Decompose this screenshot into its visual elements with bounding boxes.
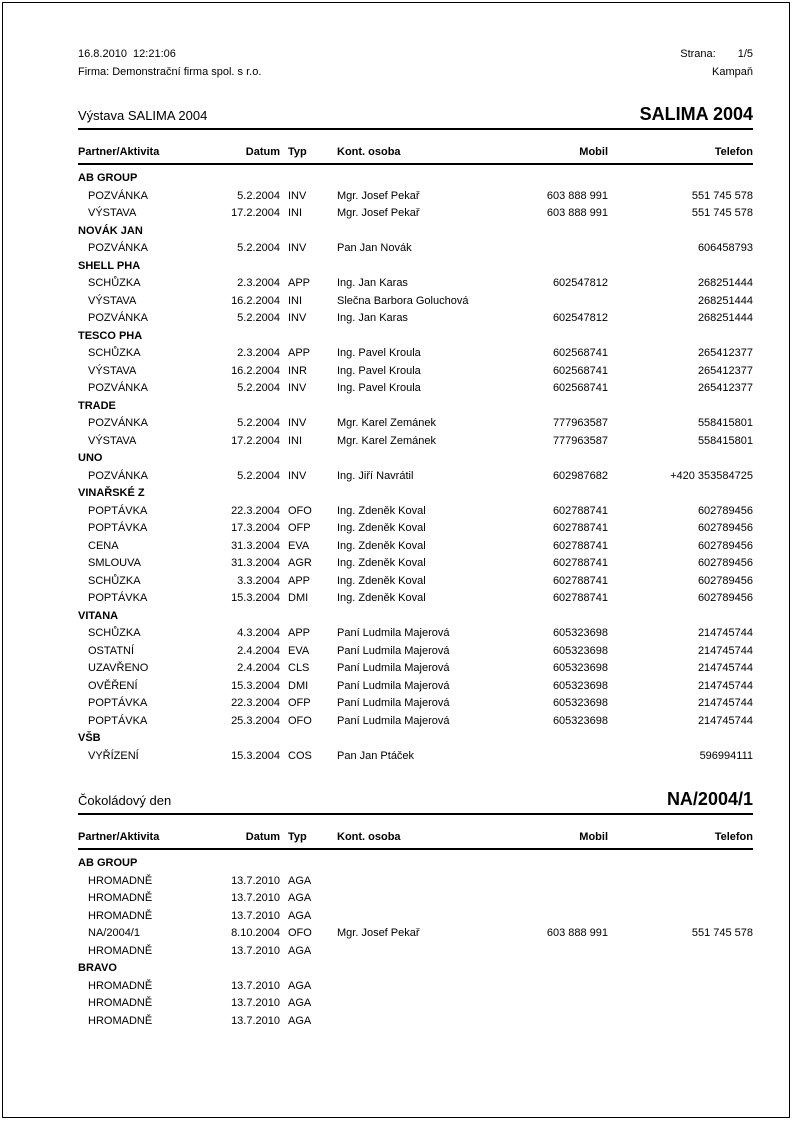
contact-person-cell: Mgr. Josef Pekař (337, 927, 420, 939)
page-number-label: Strana: (680, 48, 716, 60)
date-cell: 8.10.2004 (231, 927, 280, 939)
type-cell: INI (288, 434, 303, 447)
type-cell: APP (288, 347, 311, 359)
section-title-row (78, 790, 753, 815)
activity-cell: POPTÁVKA (88, 714, 148, 727)
contact-person-cell: Ing. Jan Karas (337, 312, 408, 324)
phone-cell: 268251444 (697, 294, 753, 307)
mobile-cell: 603 888 991 (546, 927, 608, 939)
date-cell: 17.3.2004 (231, 522, 280, 534)
date-cell: 15.3.2004 (231, 592, 280, 604)
type-cell: OFO (288, 714, 312, 727)
date-cell: 16.2.2004 (231, 294, 280, 307)
activity-row (78, 713, 753, 731)
date-cell: 31.3.2004 (231, 539, 280, 552)
phone-cell: 214745744 (697, 679, 753, 692)
type-cell: INR (288, 364, 307, 377)
table-column-header (78, 830, 753, 850)
type-cell: AGA (288, 997, 312, 1009)
section-title-row (78, 105, 753, 130)
type-cell: APP (288, 627, 311, 639)
phone-cell: 551 745 578 (691, 189, 753, 202)
phone-cell: 214745744 (697, 662, 753, 674)
activity-row (78, 1013, 753, 1031)
activity-row (78, 995, 753, 1013)
phone-cell (608, 890, 753, 908)
section-title: Výstava SALIMA 2004 (78, 108, 208, 123)
contact-person-cell: Ing. Pavel Kroula (337, 382, 421, 394)
date-cell: 13.7.2010 (231, 997, 280, 1009)
date-cell: 22.3.2004 (231, 504, 280, 517)
partner-group-header: AB GROUP (78, 172, 138, 184)
contact-person-cell (337, 908, 505, 926)
type-cell: INI (288, 207, 303, 219)
activity-cell: HROMADNĚ (88, 979, 153, 992)
type-cell: OFO (288, 927, 312, 939)
table-column-header (78, 145, 753, 165)
mobile-cell: 605323698 (552, 627, 608, 639)
date-cell: 2.4.2004 (237, 644, 280, 657)
phone-cell: 214745744 (697, 644, 753, 657)
phone-cell: 214745744 (697, 697, 753, 709)
activity-cell: POZVÁNKA (88, 312, 148, 324)
activity-row (78, 660, 753, 678)
mobile-cell: 602788741 (552, 504, 608, 517)
contact-person-cell: Paní Ludmila Majerová (337, 662, 450, 674)
activity-row (78, 555, 753, 573)
partner-group-header: NOVÁK JAN (78, 224, 143, 237)
contact-person-cell: Ing. Zdeněk Koval (337, 539, 426, 552)
col-partner-aktivita: Partner/Aktivita (78, 831, 160, 843)
mobile-cell: 602788741 (552, 539, 608, 552)
type-cell: INV (288, 382, 307, 394)
activity-cell: HROMADNĚ (88, 909, 153, 922)
phone-cell: 265412377 (697, 347, 753, 359)
type-cell: APP (288, 277, 311, 289)
type-cell: EVA (288, 644, 310, 657)
contact-person-cell (337, 978, 505, 996)
col-kont-osoba: Kont. osoba (337, 146, 401, 158)
phone-cell (608, 908, 753, 926)
page-header-left (78, 45, 261, 81)
mobile-cell: 602547812 (552, 312, 608, 324)
phone-cell (608, 995, 753, 1013)
col-telefon: Telefon (714, 146, 753, 158)
mobile-cell (505, 890, 608, 908)
mobile-cell: 603 888 991 (546, 189, 608, 202)
mobile-cell (505, 943, 608, 961)
date-cell: 13.7.2010 (231, 909, 280, 922)
activity-row (78, 908, 753, 926)
activity-cell: SMLOUVA (88, 557, 141, 569)
mobile-cell: 602788741 (552, 574, 608, 587)
type-cell: INV (288, 469, 307, 482)
type-cell: INI (288, 294, 303, 307)
mobile-cell: 602987682 (552, 469, 608, 482)
section-code: NA/2004/1 (666, 789, 753, 809)
phone-cell: 551 745 578 (691, 207, 753, 219)
phone-cell (608, 873, 753, 891)
phone-cell: 606458793 (697, 242, 753, 254)
activity-cell: POPTÁVKA (88, 697, 148, 709)
contact-person-cell: Ing. Zdeněk Koval (337, 574, 426, 587)
contact-person-cell: Paní Ludmila Majerová (337, 697, 450, 709)
activity-cell: HROMADNĚ (88, 874, 153, 887)
activity-cell: SCHŮZKA (88, 347, 141, 359)
date-cell: 13.7.2010 (231, 979, 280, 992)
activity-cell: POZVÁNKA (88, 417, 148, 429)
contact-person-cell: Paní Ludmila Majerová (337, 679, 450, 692)
contact-person-cell: Ing. Zdeněk Koval (337, 504, 426, 517)
contact-person-cell: Paní Ludmila Majerová (337, 627, 450, 639)
activity-cell: UZAVŘENO (88, 662, 149, 674)
contact-person-cell: Pan Jan Ptáček (337, 749, 415, 762)
activity-row (78, 695, 753, 713)
report-type-label: Kampaň (712, 66, 753, 78)
phone-cell: 596994111 (699, 749, 753, 762)
phone-cell: 558415801 (697, 417, 753, 429)
partner-group-header: SHELL PHA (78, 259, 141, 272)
date-cell: 13.7.2010 (231, 874, 280, 887)
date-cell: 17.2.2004 (231, 434, 280, 447)
mobile-cell: 777963587 (552, 434, 608, 447)
activity-cell: VYŘÍZENÍ (88, 749, 139, 762)
mobile-cell (505, 995, 608, 1013)
contact-person-cell: Mgr. Karel Zemánek (337, 434, 437, 447)
date-cell: 5.2.2004 (237, 189, 280, 202)
date-cell: 5.2.2004 (237, 242, 280, 254)
contact-person-cell (337, 995, 505, 1013)
activity-cell: POZVÁNKA (88, 382, 148, 394)
type-cell: OFP (288, 522, 311, 534)
partner-group-header: VINAŘSKÉ Z (78, 487, 145, 499)
activity-row (78, 310, 753, 328)
phone-cell: 558415801 (697, 434, 753, 447)
mobile-cell: 605323698 (552, 644, 608, 657)
date-cell: 25.3.2004 (231, 714, 280, 727)
type-cell: INV (288, 242, 307, 254)
partner-group-header: TESCO PHA (78, 329, 143, 342)
contact-person-cell: Mgr. Karel Zemánek (337, 417, 437, 429)
contact-person-cell: Ing. Jiří Navrátil (337, 469, 414, 482)
phone-cell: 602789456 (697, 592, 753, 604)
section-title: Čokoládový den (78, 793, 172, 808)
activity-row (78, 748, 753, 766)
contact-person-cell (337, 943, 505, 961)
phone-cell: 265412377 (697, 364, 753, 377)
type-cell: INV (288, 417, 307, 429)
activity-row (78, 625, 753, 643)
partner-group-header: TRADE (78, 399, 116, 412)
contact-person-cell: Ing. Jan Karas (337, 277, 408, 289)
type-cell: OFP (288, 697, 311, 709)
activity-cell: VÝSTAVA (88, 364, 137, 377)
mobile-cell (505, 873, 608, 891)
mobile-cell: 602788741 (552, 522, 608, 534)
phone-cell: 214745744 (697, 714, 753, 727)
col-mobil: Mobil (579, 146, 608, 158)
mobile-cell: 777963587 (552, 417, 608, 429)
mobile-cell: 602568741 (552, 364, 608, 377)
mobile-cell: 602568741 (552, 347, 608, 359)
type-cell: AGA (288, 1014, 312, 1027)
phone-cell (608, 1013, 753, 1031)
activity-cell: NA/2004/1 (88, 927, 140, 939)
contact-person-cell: Pan Jan Novák (337, 242, 412, 254)
date-cell: 16.2.2004 (231, 364, 280, 377)
activity-cell: VÝSTAVA (88, 294, 137, 307)
type-cell: INV (288, 189, 307, 202)
date-cell: 15.3.2004 (231, 679, 280, 692)
phone-cell: 602789456 (697, 522, 753, 534)
activity-row (78, 205, 753, 223)
date-cell: 2.3.2004 (237, 347, 280, 359)
mobile-cell: 602547812 (552, 277, 608, 289)
section-code: SALIMA 2004 (639, 104, 753, 124)
report-company: Firma: Demonstrační firma spol. s r.o. (78, 66, 262, 78)
activity-row (78, 415, 753, 433)
page-header (78, 45, 753, 81)
contact-person-cell: Paní Ludmila Majerová (337, 644, 450, 657)
activity-cell: HROMADNĚ (88, 892, 153, 904)
activity-row (78, 293, 753, 311)
activity-row (78, 275, 753, 293)
phone-cell (608, 978, 753, 996)
activity-row (78, 643, 753, 661)
activity-cell: POPTÁVKA (88, 504, 148, 517)
mobile-cell: 602568741 (552, 382, 608, 394)
page-number-value: 1/5 (737, 48, 753, 60)
contact-person-cell: Ing. Zdeněk Koval (337, 592, 426, 604)
activity-cell: POZVÁNKA (88, 189, 148, 202)
mobile-cell: 605323698 (552, 662, 608, 674)
phone-cell: 602789456 (697, 574, 753, 587)
page-number (680, 45, 753, 63)
activity-cell: SCHŮZKA (88, 277, 141, 289)
partner-group-header: AB GROUP (78, 857, 138, 869)
contact-person-cell (337, 890, 505, 908)
type-cell: CLS (288, 662, 310, 674)
contact-person-cell: Mgr. Josef Pekař (337, 207, 420, 219)
date-cell: 22.3.2004 (231, 697, 280, 709)
activity-row (78, 890, 753, 908)
table-rows (78, 855, 753, 1030)
type-cell: AGA (288, 874, 312, 887)
phone-cell: 268251444 (697, 277, 753, 289)
phone-cell: 268251444 (697, 312, 753, 324)
mobile-cell (505, 1013, 608, 1031)
contact-person-cell: Slečna Barbora Goluchová (337, 294, 469, 307)
col-datum: Datum (245, 831, 280, 843)
phone-cell: 602789456 (697, 539, 753, 552)
date-cell: 17.2.2004 (231, 207, 280, 219)
mobile-cell: 603 888 991 (546, 207, 608, 219)
type-cell: AGA (288, 944, 312, 957)
activity-row (78, 433, 753, 451)
phone-cell: 602789456 (697, 557, 753, 569)
activity-row (78, 590, 753, 608)
date-cell: 4.3.2004 (237, 627, 280, 639)
mobile-cell: 602788741 (552, 592, 608, 604)
type-cell: AGA (288, 909, 312, 922)
date-cell: 31.3.2004 (231, 557, 280, 569)
activity-row (78, 943, 753, 961)
activity-row (78, 978, 753, 996)
activity-row (78, 240, 753, 258)
partner-group-header: VITANA (78, 609, 119, 622)
activity-cell: POZVÁNKA (88, 242, 148, 254)
col-partner-aktivita: Partner/Aktivita (78, 146, 160, 158)
date-cell: 3.3.2004 (237, 574, 280, 587)
date-cell: 15.3.2004 (231, 749, 280, 762)
type-cell: OFO (288, 504, 312, 517)
activity-cell: HROMADNĚ (88, 1014, 153, 1027)
activity-cell: POPTÁVKA (88, 522, 148, 534)
contact-person-cell: Paní Ludmila Majerová (337, 714, 450, 727)
contact-person-cell: Ing. Zdeněk Koval (337, 557, 426, 569)
contact-person-cell: Ing. Zdeněk Koval (337, 522, 426, 534)
report-page (2, 2, 790, 1118)
activity-cell: POZVÁNKA (88, 469, 148, 482)
phone-cell: 551 745 578 (691, 927, 753, 939)
contact-person-cell (337, 1013, 505, 1031)
type-cell: AGR (288, 557, 312, 569)
activity-cell: SCHŮZKA (88, 574, 141, 587)
type-cell: AGA (288, 979, 312, 992)
col-kont-osoba: Kont. osoba (337, 831, 401, 843)
col-typ: Typ (288, 146, 307, 158)
col-mobil: Mobil (579, 831, 608, 843)
contact-person-cell: Mgr. Josef Pekař (337, 189, 420, 202)
activity-cell: HROMADNĚ (88, 944, 153, 957)
col-telefon: Telefon (714, 831, 753, 843)
date-cell: 13.7.2010 (231, 892, 280, 904)
activity-cell: OSTATNÍ (88, 644, 135, 657)
type-cell: APP (288, 574, 311, 587)
mobile-cell (505, 748, 608, 766)
partner-group-header: UNO (78, 452, 103, 464)
activity-row (78, 873, 753, 891)
report-content (78, 3, 753, 1030)
contact-person-cell: Ing. Pavel Kroula (337, 364, 421, 377)
date-cell: 2.4.2004 (237, 662, 280, 674)
col-typ: Typ (288, 831, 307, 843)
mobile-cell (505, 240, 608, 258)
page-header-right (680, 45, 753, 81)
activity-row (78, 468, 753, 486)
activity-cell: POPTÁVKA (88, 592, 148, 604)
date-cell: 5.2.2004 (237, 312, 280, 324)
activity-row (78, 503, 753, 521)
mobile-cell (505, 978, 608, 996)
activity-row (78, 573, 753, 591)
table-rows (78, 170, 753, 765)
mobile-cell: 605323698 (552, 679, 608, 692)
activity-row (78, 678, 753, 696)
mobile-cell: 602788741 (552, 557, 608, 569)
type-cell: AGA (288, 892, 312, 904)
phone-cell: 214745744 (697, 627, 753, 639)
activity-row (78, 380, 753, 398)
phone-cell: 265412377 (697, 382, 753, 394)
activity-cell: VÝSTAVA (88, 207, 137, 219)
type-cell: DMI (288, 592, 309, 604)
date-cell: 5.2.2004 (237, 417, 280, 429)
activity-cell: HROMADNĚ (88, 997, 153, 1009)
contact-person-cell: Ing. Pavel Kroula (337, 347, 421, 359)
partner-group-header: VŠB (78, 732, 101, 744)
activity-row (78, 538, 753, 556)
activity-row (78, 363, 753, 381)
type-cell: EVA (288, 539, 310, 552)
activity-row (78, 925, 753, 943)
date-cell: 5.2.2004 (237, 469, 280, 482)
mobile-cell (505, 293, 608, 311)
activity-cell: CENA (88, 539, 119, 552)
date-cell: 2.3.2004 (237, 277, 280, 289)
report-datetime: 16.8.2010 12:21:06 (78, 48, 176, 60)
activity-cell: VÝSTAVA (88, 434, 137, 447)
date-cell: 13.7.2010 (231, 944, 280, 957)
mobile-cell: 605323698 (552, 714, 608, 727)
activity-row (78, 188, 753, 206)
phone-cell (608, 943, 753, 961)
activity-cell: OVĚŘENÍ (88, 679, 138, 692)
mobile-cell (505, 908, 608, 926)
phone-cell: 602789456 (697, 504, 753, 517)
date-cell: 5.2.2004 (237, 382, 280, 394)
campaign-section (78, 790, 753, 1030)
type-cell: INV (288, 312, 307, 324)
activity-row (78, 520, 753, 538)
type-cell: COS (288, 749, 312, 762)
phone-cell: +420 353584725 (670, 469, 753, 482)
partner-group-header: BRAVO (78, 962, 117, 974)
col-datum: Datum (245, 146, 280, 158)
contact-person-cell (337, 873, 505, 891)
activity-cell: SCHŮZKA (88, 627, 141, 639)
campaign-section (78, 105, 753, 765)
mobile-cell: 605323698 (552, 697, 608, 709)
sections-container (78, 105, 753, 1030)
activity-row (78, 345, 753, 363)
date-cell: 13.7.2010 (231, 1014, 280, 1027)
type-cell: DMI (288, 679, 309, 692)
